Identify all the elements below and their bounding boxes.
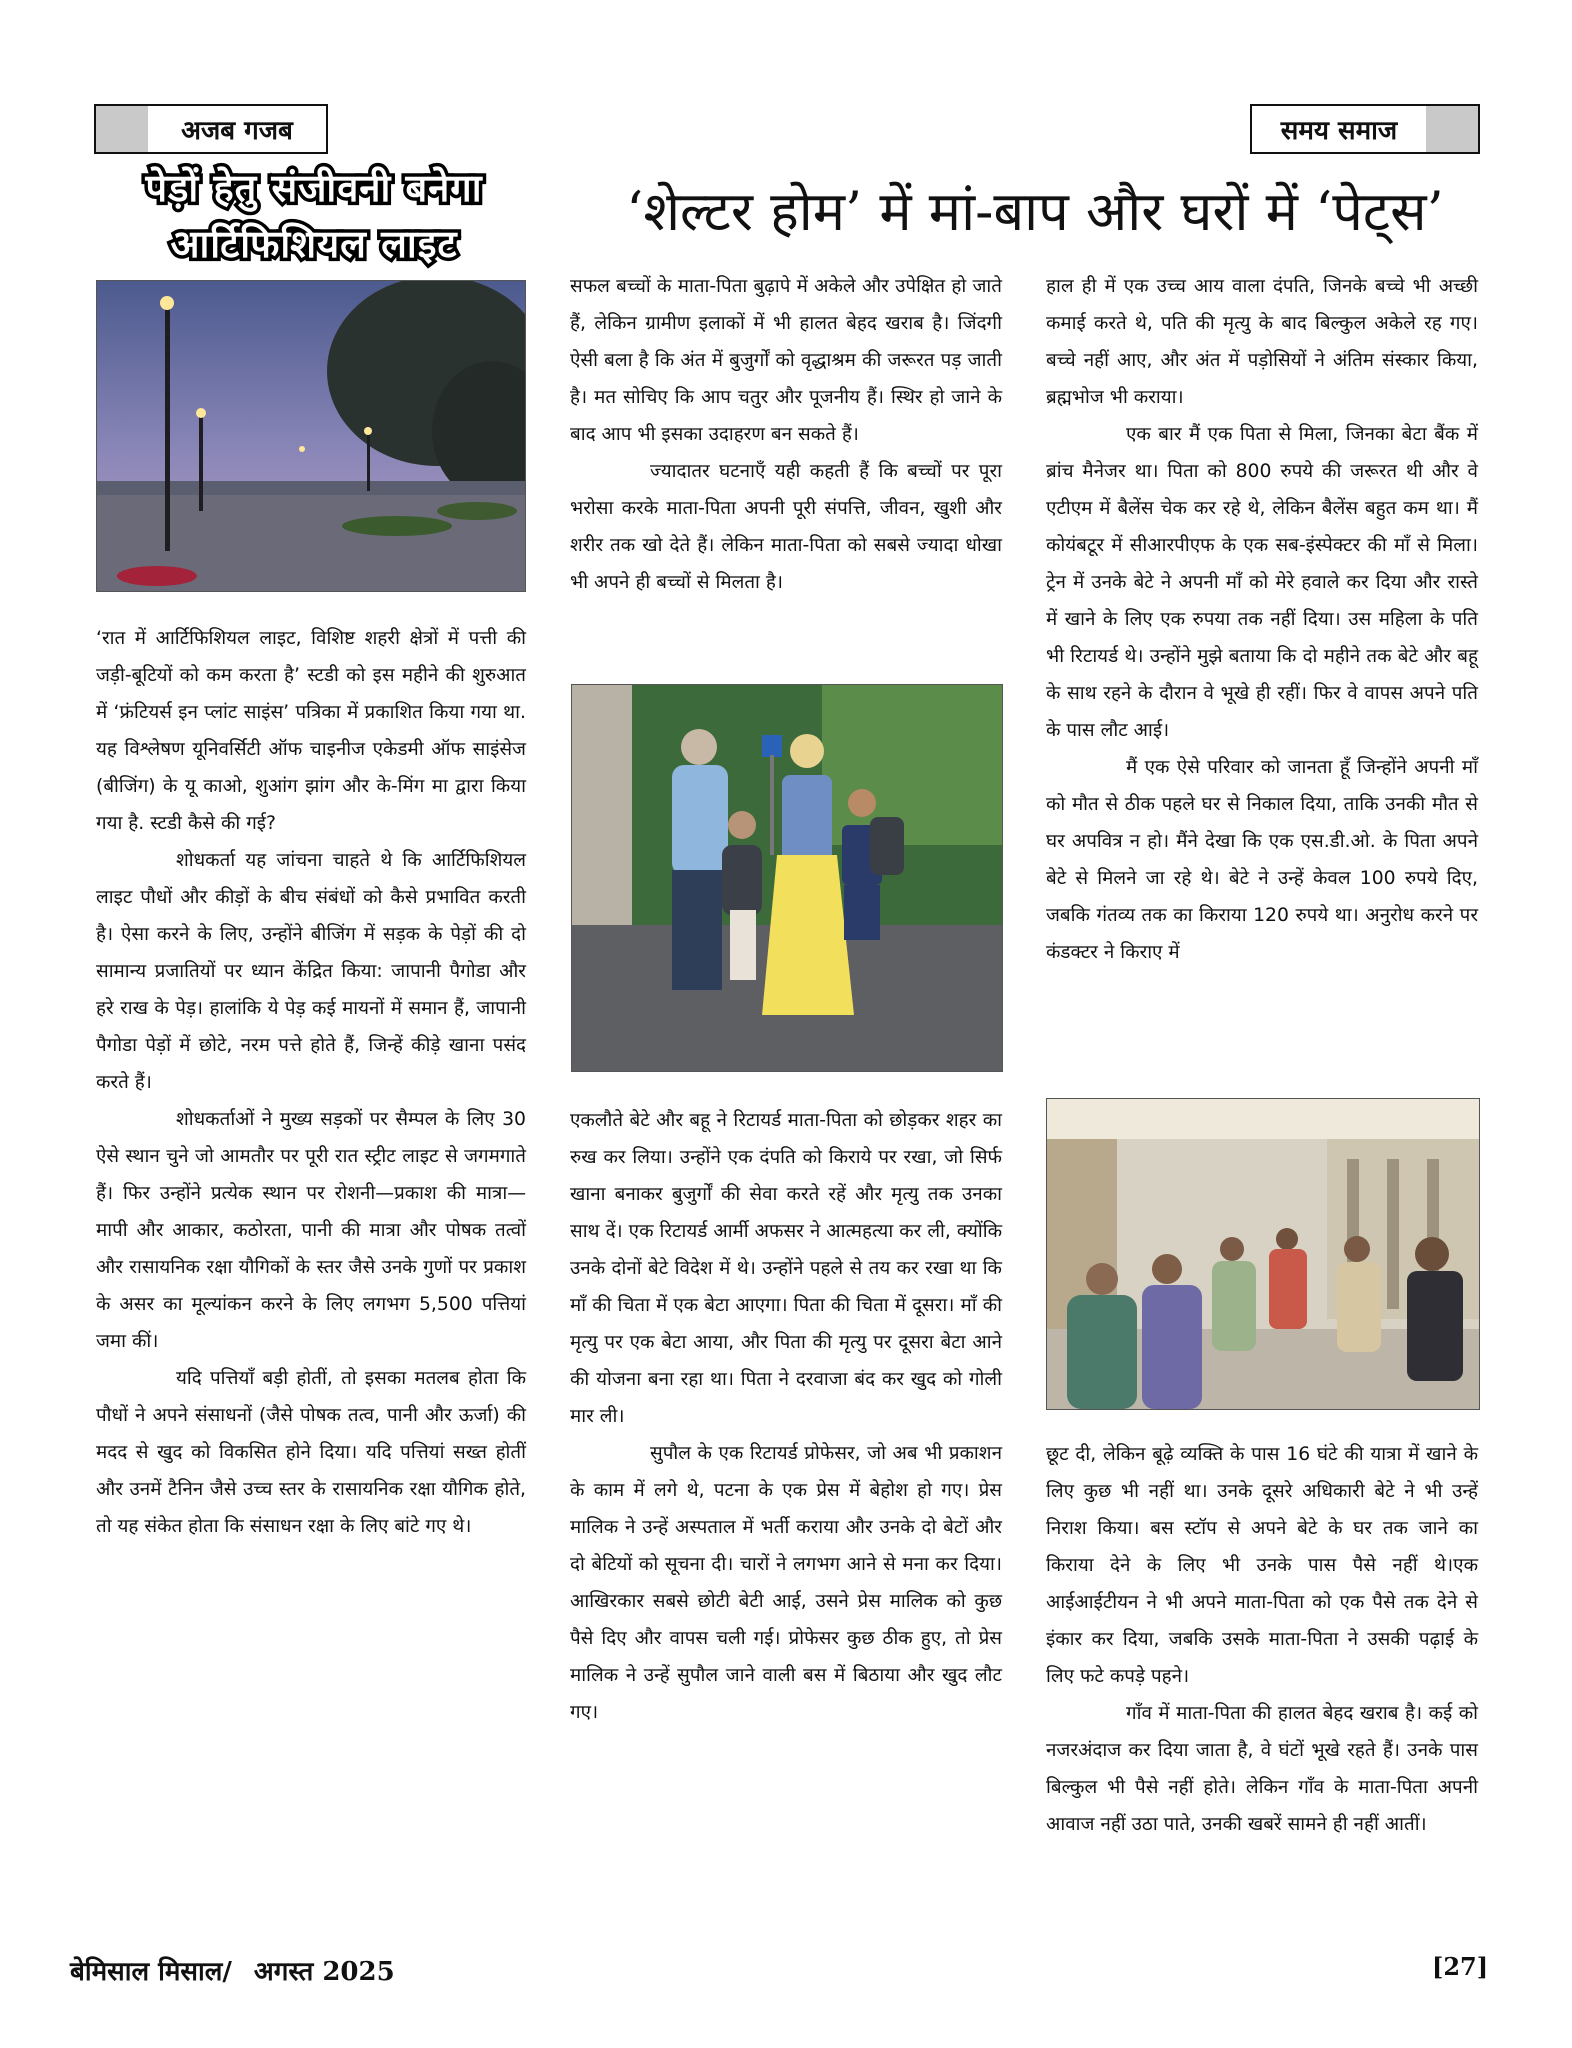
main-col1-bottom xyxy=(570,1102,1002,1731)
paragraph: शोधकर्ताओं ने मुख्य सड़कों पर सैम्पल के लिए 30 ऐसे स्थान चुने जो आमतौर पर पूरी रात स्ट्रीट लाइट से जगमगाते हैं। फिर उन्होंने प्रत्येक स्थान पर रोशनी—प्रकाश की मात्रा—मापी और आकार, कठोरता, पानी की मात्रा और पोषक तत्वों और रासायनिक रक्षा यौगिकों के स्तर जैसे उनके गुणों पर प्रकाश के असर का मूल्यांकन करने के लिए लगभग 5,500 पत्तियां जमा कीं। xyxy=(96,1109,526,1352)
magazine-name: बेमिसाल मिसाल/ xyxy=(70,1957,232,1987)
issue-date: अगस्त 2025 xyxy=(253,1957,395,1987)
paragraph: यदि पत्तियाँ बड़ी होतीं, तो इसका मतलब होता कि पौधों ने अपने संसाधनों (जैसे पोषक तत्व, पानी और ऊर्जा) की मदद से खुद को विकसित होने दिया। यदि पत्तियां सख्त होतीं और उनमें टैनिन जैसे उच्च स्तर के रासायनिक रक्षा यौगिक होते, तो यह संकेत होता कि संसाधन रक्षा के लिए बांटे गए थे। xyxy=(96,1368,526,1537)
street-light-photo xyxy=(96,280,526,592)
left-article-body xyxy=(96,620,526,1545)
main-article-headline: ‘शेल्टर होम’ में मां-बाप और घरों में ‘पेट्स’ xyxy=(626,180,1444,243)
paragraph: एकलौते बेटे और बहू ने रिटायर्ड माता-पिता को छोड़कर शहर का रुख कर लिया। उन्होंने एक दंपति को किराये पर रखा, जो सिर्फ खाना बनाकर बुजुर्गों की सेवा करते रहें और मृत्यु तक उनका साथ दें। एक रिटायर्ड आर्मी अफसर ने आत्महत्या कर ली, क्योंकि उनके दोनों बेटे विदेश में थे। उन्होंने पहले से तय कर रखा था कि माँ की चिता में एक बेटा आएगा। पिता की चिता में दूसरा। माँ की मृत्यु पर एक बेटा आया, और पिता की मृत्यु पर दूसरा बेटा आने की योजना बना रहा था। पिता ने दरवाजा बंद कर खुद को गोली मार ली। xyxy=(570,1110,1002,1427)
main-col2-top xyxy=(1046,268,1478,971)
paragraph: सुपौल के एक रिटायर्ड प्रोफेसर, जो अब भी प्रकाशन के काम में लगे थे, पटना के एक प्रेस में बेहोश हो गए। प्रेस मालिक ने उन्हें अस्पताल में भर्ती कराया और उनके दो बेटों और दो बेटियों को सूचना दी। चारों ने लगभग आने से मना कर दिया। आखिरकार सबसे छोटी बेटी आई, उसने प्रेस मालिक को कुछ पैसे दिए और वापस चली गई। प्रोफेसर कुछ ठीक हुए, तो प्रेस मालिक ने उन्हें सुपौल जाने वाली बस में बिठाया और खुद लौट गए। xyxy=(570,1443,1002,1723)
main-col1-top xyxy=(570,268,1002,601)
shelter-home-photo xyxy=(1046,1098,1480,1410)
section-tag-label: समय समाज xyxy=(1280,116,1398,146)
family-walking-photo xyxy=(571,684,1003,1072)
section-tag-samay-samaj xyxy=(1250,104,1480,154)
headline-line-2: आर्टिफिशियल लाइट xyxy=(170,222,458,266)
paragraph: ‘रात में आर्टिफिशियल लाइट, विशिष्ट शहरी क्षेत्रों में पत्ती की जड़ी-बूटियों को कम करता है’ स्टडी को इस महीने की शुरुआत में ‘फ्रंटियर्स इन प्लांट साइंस’ पत्रिका में प्रकाशित किया गया था. यह विश्लेषण यूनिवर्सिटी ऑफ चाइनीज एकेडमी ऑफ साइंसेज (बीजिंग) के यू काओ, शुआंग झांग और के-मिंग मा द्वारा किया गया है. स्टडी कैसे की गई? xyxy=(96,628,526,834)
left-article-headline xyxy=(94,160,534,272)
section-tag-label: अजब गजब xyxy=(181,116,293,146)
paragraph: हाल ही में एक उच्च आय वाला दंपति, जिनके बच्चे भी अच्छी कमाई करते थे, पति की मृत्यु के बाद बिल्कुल अकेले रह गए। बच्चे नहीं आए, और अंत में पड़ोसियों ने अंतिम संस्कार किया, ब्रह्मभोज भी कराया। xyxy=(1046,276,1478,408)
paragraph: सफल बच्चों के माता-पिता बुढ़ापे में अकेले और उपेक्षित हो जाते हैं, लेकिन ग्रामीण इलाकों में भी हालत बेहद खराब है। जिंदगी ऐसी बला है कि अंत में बुजुर्गों को वृद्धाश्रम की जरूरत पड़ जाती है। मत सोचिए कि आप चतुर और पूजनीय हैं। स्थिर हो जाने के बाद आप भी इसका उदाहरण बन सकते हैं। xyxy=(570,276,1002,445)
section-tag-ajab-gajab xyxy=(94,104,328,154)
page-number: [27] xyxy=(1432,1952,1489,1981)
paragraph: शोधकर्ता यह जांचना चाहते थे कि आर्टिफिशियल लाइट पौधों और कीड़ों के बीच संबंधों को कैसे प्रभावित करती है। ऐसा करने के लिए, उन्होंने बीजिंग में सड़क के पेड़ों की दो सामान्य प्रजातियों पर ध्यान केंद्रित किया: जापानी पैगोडा और हरे राख के पेड़। हालांकि ये पेड़ कई मायनों में समान हैं, जापानी पैगोडा पेड़ों में छोटे, नरम पत्ते होते हैं, जिन्हें कीड़े खाना पसंद करते हैं। xyxy=(96,850,526,1093)
headline-line-1: पेड़ों हेतु संजीवनी बनेगा xyxy=(145,166,483,210)
paragraph: एक बार मैं एक पिता से मिला, जिनका बेटा बैंक में ब्रांच मैनेजर था। पिता को 800 रुपये की जरूरत थी और वे एटीएम में बैलेंस चेक कर रहे थे, लेकिन बैलेंस बहुत कम था। मैं कोयंबटूर में सीआरपीएफ के एक सब-इंस्पेक्टर की माँ से मिला। ट्रेन में उनके बेटे ने अपनी माँ को मेरे हवाले कर दिया और रास्ते में खाने के लिए एक रुपया तक नहीं दिया। उस महिला के पति भी रिटायर्ड थे। उन्होंने मुझे बताया कि दो महीने तक बेटे और बहू के साथ रहने के दौरान वे भूखे ही रहीं। फिर वे वापस अपने पति के पास लौट आई। xyxy=(1046,424,1478,741)
main-col2-bottom xyxy=(1046,1436,1478,1843)
tag-grey-block xyxy=(1426,106,1478,152)
paragraph: मैं एक ऐसे परिवार को जानता हूँ जिन्होंने अपनी माँ को मौत से ठीक पहले घर से निकाल दिया, ताकि उनकी मौत से घर अपवित्र न हो। मैंने देखा कि एक एस.डी.ओ. के पिता अपने बेटे से मिलने जा रहे थे। बेटे ने उन्हें केवल 100 रुपये दिए, जबकि गंतव्य तक का किराया 120 रुपये था। अनुरोध करने पर कंडक्टर ने किराए में xyxy=(1046,757,1478,963)
tag-grey-block xyxy=(96,106,148,152)
paragraph: छूट दी, लेकिन बूढ़े व्यक्ति के पास 16 घंटे की यात्रा में खाने के लिए कुछ भी नहीं था। उनके दूसरे अधिकारी बेटे ने भी उन्हें निराश किया। बस स्टॉप से अपने बेटे के घर तक जाने का किराया देने के लिए भी उनके पास पैसे नहीं थे।एक आईआईटीयन ने भी अपने माता-पिता को एक पैसे तक देने से इंकार कर दिया, जबकि उसके माता-पिता ने उसकी पढ़ाई के लिए फटे कपड़े पहने। xyxy=(1046,1444,1478,1687)
paragraph: ज्यादातर घटनाएँ यही कहती हैं कि बच्चों पर पूरा भरोसा करके माता-पिता अपनी पूरी संपत्ति, जीवन, खुशी और शरीर तक खो देते हैं। लेकिन माता-पिता को सबसे ज्यादा धोखा भी अपने ही बच्चों से मिलता है। xyxy=(570,461,1002,593)
footer-publication xyxy=(70,1952,395,1988)
paragraph: गाँव में माता-पिता की हालत बेहद खराब है। कई को नजरअंदाज कर दिया जाता है, वे घंटों भूखे रहते हैं। उनके पास बिल्कुल भी पैसे नहीं होते। लेकिन गाँव के माता-पिता अपनी आवाज नहीं उठा पाते, उनकी खबरें सामने ही नहीं आतीं। xyxy=(1046,1703,1478,1835)
